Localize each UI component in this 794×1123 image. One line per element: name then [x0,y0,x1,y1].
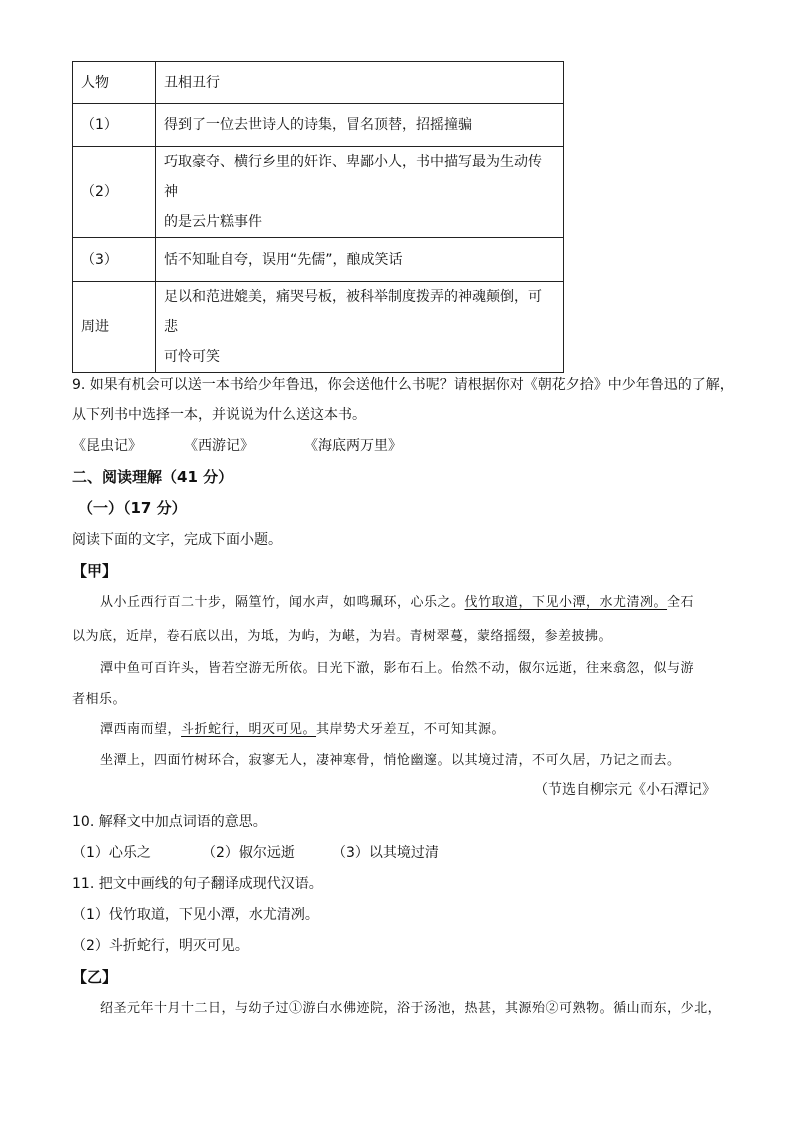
character-table [72,61,564,373]
passage-text: 可熟物。循山而东，少北， [559,1001,722,1016]
table-cell: （1） [73,104,156,147]
passage-text: 全石 [667,595,695,610]
table-row [73,282,564,373]
table-cell: 恬不知耻自夸，误用“先儒”，酿成笑话 [156,238,564,282]
passage-line [100,997,760,1016]
table-cell: 丑相丑行 [156,62,564,104]
section-heading: 二、阅读理解（41 分） [72,468,234,486]
book-option: 《海底两万里》 [304,438,402,454]
cell-line: 的是云片糕事件 [164,214,262,230]
passage-line: 潭中鱼可百许头，皆若空游无所依。日光下澈，影布石上。佁然不动，俶尔远逝，往来翕忽，似与游 [100,661,695,676]
footnote-marker: ② [545,1001,560,1016]
instruction-text: 阅读下面的文字，完成下面小题。 [72,532,282,548]
passage-text: 潭西南而望， [100,722,182,737]
footnote-marker: ① [289,1001,303,1016]
question-option: （1）心乐之 [72,845,151,861]
passage-line: 坐潭上，四面竹树环合，寂寥无人，凄神寒骨，悄怆幽邃。以其境过清，不可久居，乃记之而去。 [100,753,681,768]
passage-source: （节选自柳宗元《小石潭记》 [534,782,716,798]
passage-line [100,591,760,610]
table-cell [156,147,564,238]
cell-line: 可怜可笑 [164,349,220,365]
table-cell: （2） [73,147,156,238]
question-option: （2）俶尔远逝 [202,845,295,861]
passage-text: 从小丘西行百二十步，隔篁竹，闻水声，如鸣珮环，心乐之。 [100,595,465,610]
table-cell: 得到了一位去世诗人的诗集，冒名顶替，招摇撞骗 [156,104,564,147]
underlined-sentence: 斗折蛇行，明灭可见。 [181,722,317,737]
table-cell: （3） [73,238,156,282]
underlined-sentence: 伐竹取道，下见小潭，水尤清冽。 [464,595,668,610]
book-option: 《昆虫记》 [72,438,142,454]
table-row [73,147,564,238]
table-row [73,62,564,104]
subsection-heading: （一）（17 分） [78,499,187,517]
passage-label-yi: 【乙】 [72,968,118,986]
question-11: 11. 把文中画线的句子翻译成现代汉语。 [72,876,323,892]
question-9-line-1: 9. 如果有机会可以送一本书给少年鲁迅，你会送他什么书呢？请根据你对《朝花夕拾》中少年鲁迅的了解， [72,377,734,393]
cell-line: 巧取豪夺、横行乡里的奸诈、卑鄙小人，书中描写最为生动传神 [164,154,542,200]
passage-line: 以为底，近岸，卷石底以出，为坻，为屿，为嵁，为岩。青树翠蔓，蒙络摇缀，参差披拂。 [72,629,613,644]
table-cell [156,282,564,373]
table-cell: 人物 [73,62,156,104]
passage-line: 者相乐。 [72,692,127,707]
question-10: 10. 解释文中加点词语的意思。 [72,814,267,830]
question-option: （3）以其境过清 [332,845,439,861]
passage-line [100,718,760,737]
table-cell: 周进 [73,282,156,373]
table-row [73,104,564,147]
passage-text: 绍圣元年十月十二日，与幼子过 [100,1001,290,1016]
cell-line: 足以和范进媲美，痛哭号板，被科举制度拨弄的神魂颠倒，可悲 [164,289,542,335]
passage-text: 游白水佛迹院，浴于汤池，热甚，其源殆 [302,1001,546,1016]
question-9-line-2: 从下列书中选择一本，并说说为什么送这本书。 [72,407,366,423]
passage-label-jia: 【甲】 [72,562,118,580]
question-11-item: （1）伐竹取道，下见小潭，水尤清冽。 [72,907,319,923]
book-option: 《西游记》 [184,438,254,454]
question-11-item: （2）斗折蛇行，明灭可见。 [72,938,249,954]
table-row [73,238,564,282]
passage-text: 其岸势犬牙差互，不可知其源。 [316,722,506,737]
